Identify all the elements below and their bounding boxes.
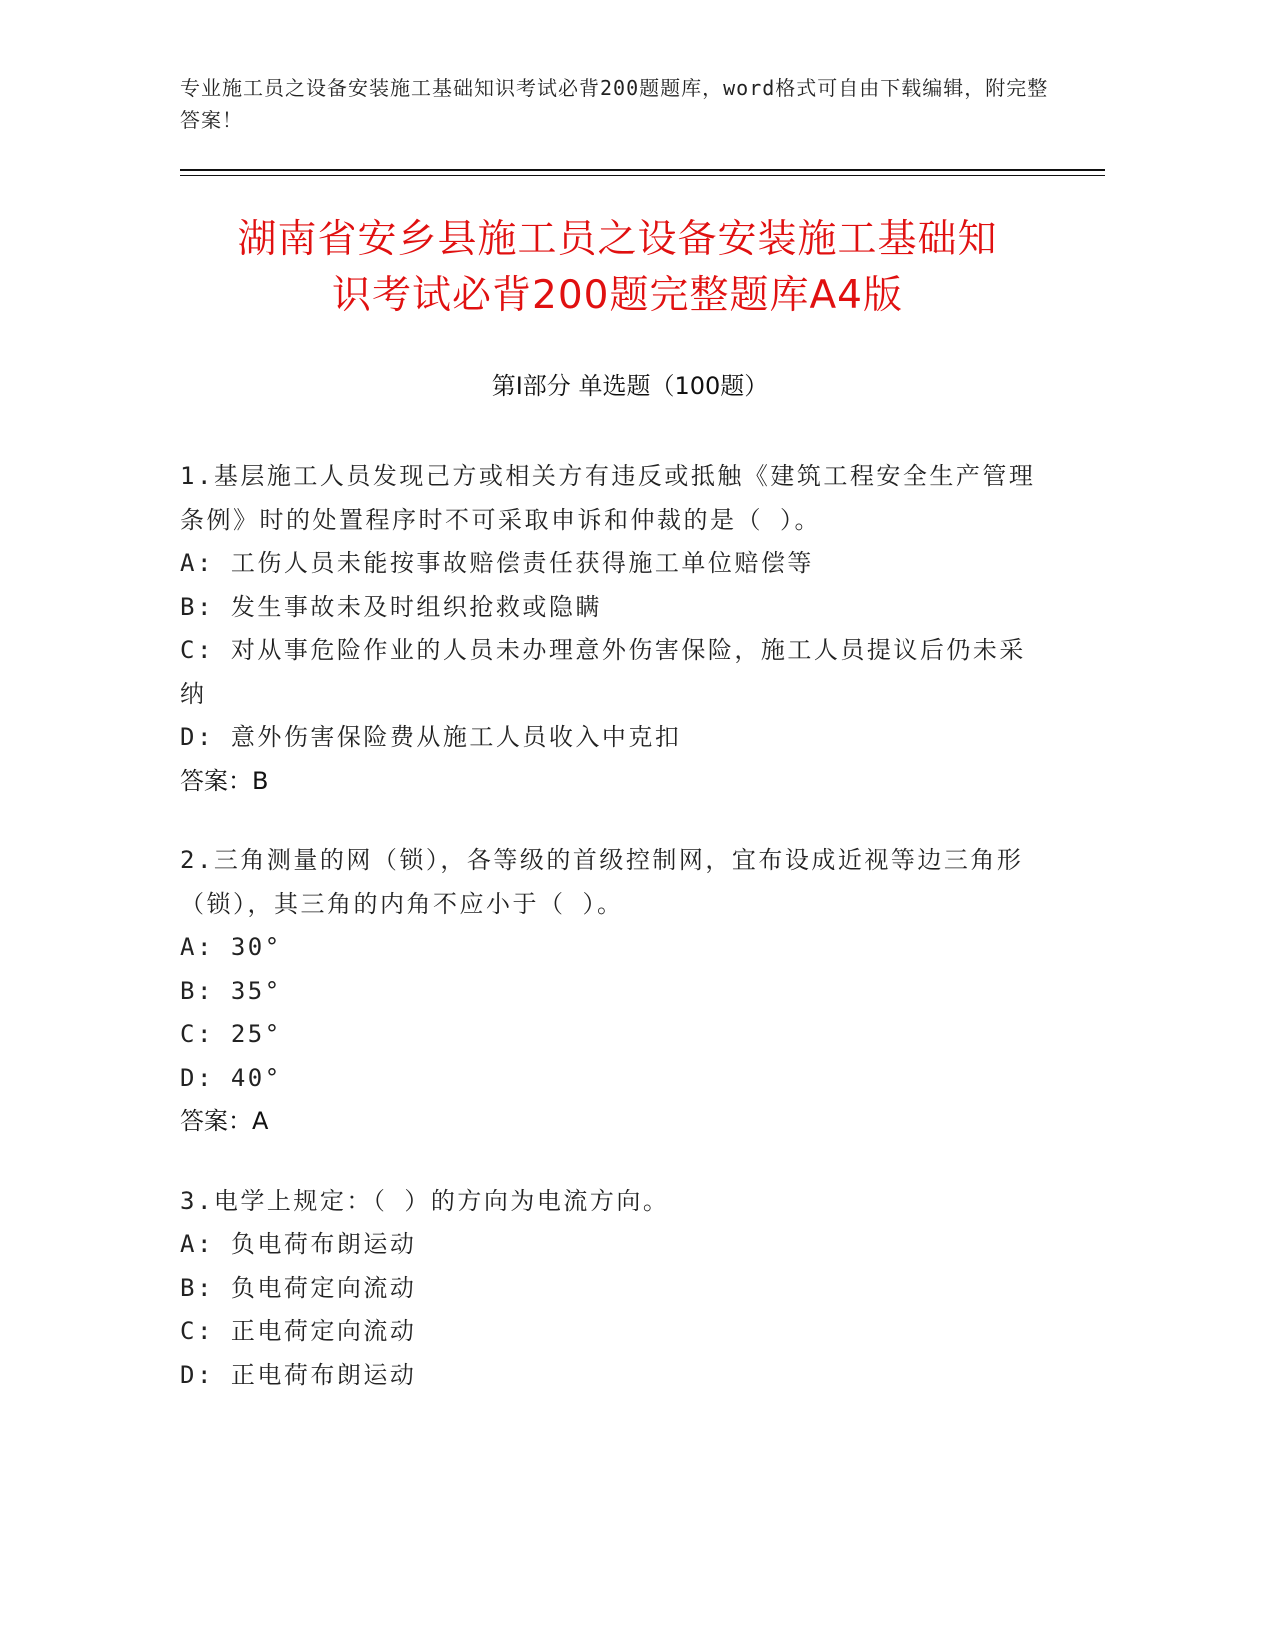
question-option-a: A: 负电荷布朗运动 xyxy=(180,1230,417,1258)
question-option-b: B: 负电荷定向流动 xyxy=(180,1273,417,1302)
document-title xyxy=(150,212,1085,324)
question-stem: 1.基层施工人员发现己方或相关方有违反或抵触《建筑工程安全生产管理条例》时的处置程序时不可采取申诉和仲裁的是（ ）。 xyxy=(180,462,1036,534)
question-list xyxy=(180,455,1040,1433)
question-2 xyxy=(180,839,1040,1144)
question-answer: 答案：A xyxy=(180,1107,269,1135)
section-title: 第I部分 单选题（100题） xyxy=(491,372,769,400)
question-option-a: A: 30° xyxy=(180,933,282,961)
question-option-d: D: 正电荷布朗运动 xyxy=(180,1360,417,1389)
question-option-d: D: 意外伤害保险费从施工人员收入中克扣 xyxy=(180,723,682,751)
question-option-c: C: 25° xyxy=(180,1020,282,1048)
question-option-b: B: 35° xyxy=(180,976,282,1005)
question-option-b: B: 发生事故未及时组织抢救或隐瞒 xyxy=(180,592,602,621)
question-option-c: C: 对从事危险作业的人员未办理意外伤害保险，施工人员提议后仍未采纳 xyxy=(180,636,1026,708)
question-stem: 2.三角测量的网（锁），各等级的首级控制网，宜布设成近视等边三角形（锁），其三角的内角不应小于（ ）。 xyxy=(180,846,1024,918)
question-answer: 答案：B xyxy=(180,766,269,795)
question-option-d: D: 40° xyxy=(180,1063,282,1092)
question-stem: 3.电学上规定：（ ）的方向为电流方向。 xyxy=(180,1186,670,1215)
header-divider-thick xyxy=(180,169,1105,171)
question-1 xyxy=(180,455,1040,803)
document-title-line-2: 识考试必背200题完整题库A4版 xyxy=(332,273,903,318)
header-divider-thin xyxy=(180,175,1105,176)
header-note: 专业施工员之设备安装施工基础知识考试必背200题题库，word格式可自由下载编辑，附完整答案！ xyxy=(180,76,1049,132)
question-option-c: C: 正电荷定向流动 xyxy=(180,1317,417,1345)
question-option-a: A: 工伤人员未能按事故赔偿责任获得施工单位赔偿等 xyxy=(180,549,814,577)
question-3 xyxy=(180,1180,1040,1398)
document-title-line-1: 湖南省安乡县施工员之设备安装施工基础知 xyxy=(237,217,998,262)
